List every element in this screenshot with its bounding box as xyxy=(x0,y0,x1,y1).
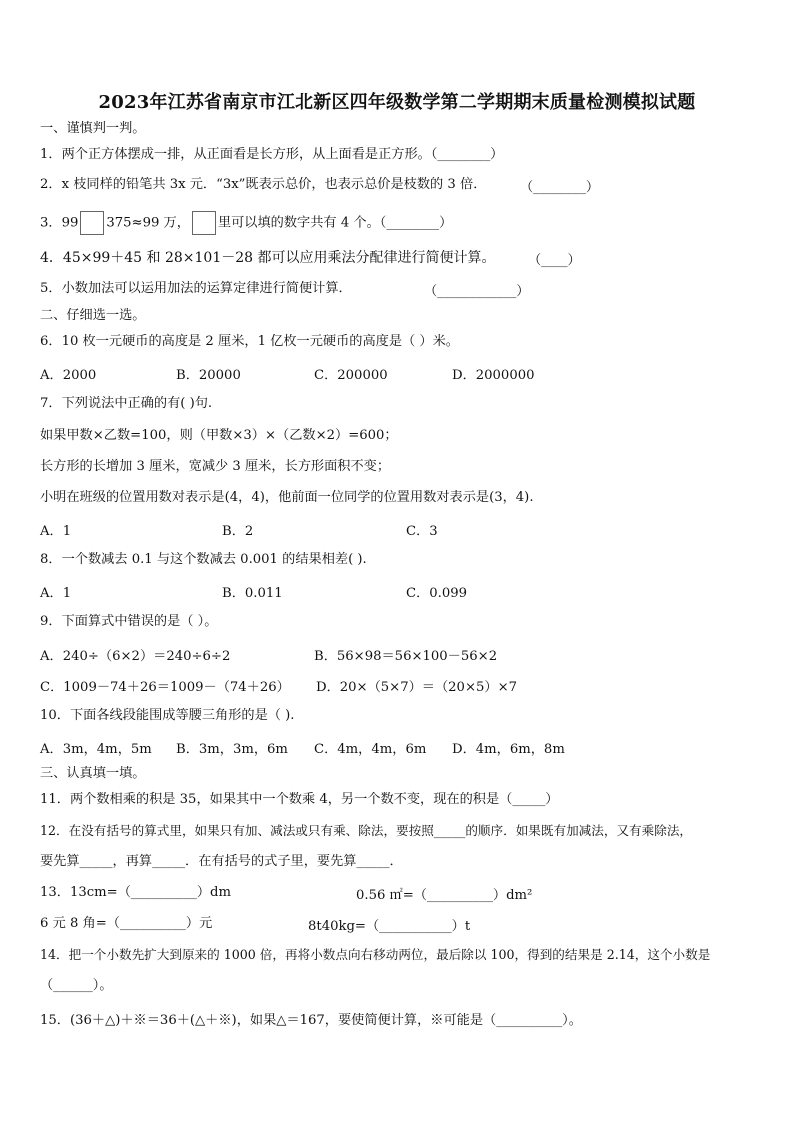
question-12-line-1: 12．在没有括号的算式里，如果只有加、减法或只有乘、除法，要按照_____的顺序．如果既有加减法，又有乘除法， xyxy=(40,823,693,838)
question-3-part-c: 里可以填的数字共有 4 个。（________） xyxy=(217,215,453,231)
option-b: B．3m，3m，6m xyxy=(176,742,288,757)
option-c: C．0.099 xyxy=(406,586,468,601)
option-b: B．20000 xyxy=(176,368,241,383)
question-4: 4．45×99＋45 和 28×101－28 都可以应用乘法分配律进行简便计算。 xyxy=(40,250,496,266)
question-3 xyxy=(40,211,452,235)
question-9: 9．下面算式中错误的是（ ）。 xyxy=(40,614,218,629)
question-5-answer: （____________） xyxy=(424,284,530,299)
question-2: 2．x 枝同样的铅笔共 3x 元．“3x”既表示总价，也表示总价是枝数的 3 倍． xyxy=(40,177,487,192)
option-d: D．2000000 xyxy=(452,368,535,383)
question-15-condition: △＝167 xyxy=(276,1013,325,1028)
option-d: D．20×（5×7）＝（20×5）×7 xyxy=(316,680,518,695)
question-11: 11．两个数相乘的积是 35，如果其中一个数乘 4，另一个数不变，现在的积是（_____） xyxy=(40,792,559,807)
option-d: D．4m，6m，8m xyxy=(452,742,565,757)
question-15-formula: (36＋△)＋※＝36＋(△＋※) xyxy=(69,1013,237,1028)
question-13-a: 13．13cm=（__________）dm xyxy=(40,885,231,900)
question-13-d: 8t40kg=（___________）t xyxy=(308,919,471,934)
question-3-part-a: 3．99 xyxy=(40,215,79,231)
question-14-line-2: （______）。 xyxy=(40,978,113,993)
blank-box xyxy=(80,211,104,235)
option-b: B．56×98＝56×100－56×2 xyxy=(314,649,498,664)
option-c: C．1009－74＋26＝1009－（74＋26） xyxy=(40,680,290,695)
statement-2: 长方形的长增加 3 厘米，宽减少 3 厘米，长方形面积不变； xyxy=(40,459,391,474)
question-4-answer: （____） xyxy=(528,253,581,268)
option-c: C．4m，4m，6m xyxy=(314,742,427,757)
option-a: A．3m，4m，5m xyxy=(40,742,152,757)
page-title: 2023年江苏省南京市江北新区四年级数学第二学期期末质量检测模拟试题 xyxy=(98,92,696,113)
section-heading-3: 三、认真填一填。 xyxy=(40,766,146,781)
option-a: A．2000 xyxy=(40,368,97,383)
question-13-c: 6 元 8 角=（__________）元 xyxy=(40,916,213,931)
option-b: B．0.011 xyxy=(222,586,283,601)
question-14-line-1: 14．把一个小数先扩大到原来的 1000 倍，再将小数点向右移动两位，最后除以 100，得到的结果是 2.14，这个小数是 xyxy=(40,947,711,962)
statement-1: 如果甲数×乙数=100，则（甲数×3）×（乙数×2）=600； xyxy=(40,428,398,443)
question-10: 10．下面各线段能围成等腰三角形的是（ ). xyxy=(40,708,295,723)
question-3-part-b: 375≈99 万， xyxy=(106,215,190,231)
question-6: 6．10 枚一元硬币的高度是 2 厘米，1 亿枚一元硬币的高度是（ ）米。 xyxy=(40,334,459,349)
question-1: 1．两个正方体摆成一排，从正面看是长方形，从上面看是正方形。（________） xyxy=(40,147,504,162)
option-c: C．3 xyxy=(406,524,438,539)
section-heading-2: 二、仔细选一选。 xyxy=(40,308,146,323)
question-2-answer: （________） xyxy=(520,180,600,195)
question-8: 8．一个数减去 0.1 与这个数减去 0.001 的结果相差( ). xyxy=(40,552,367,567)
blank-box xyxy=(192,211,216,235)
option-b: B．2 xyxy=(222,524,254,539)
section-heading-1: 一、谨慎判一判。 xyxy=(40,121,146,136)
question-15-text-1: ，如果 xyxy=(236,1013,277,1028)
question-5: 5．小数加法可以运用加法的运算定律进行简便计算． xyxy=(40,281,352,296)
option-a: A．1 xyxy=(40,524,72,539)
question-7: 7．下列说法中正确的有( )句. xyxy=(40,396,213,411)
option-c: C．200000 xyxy=(314,368,388,383)
option-a: A．240÷（6×2）＝240÷6÷2 xyxy=(40,649,231,664)
option-a: A．1 xyxy=(40,586,72,601)
question-15 xyxy=(40,1012,582,1030)
question-13-b: 0.56 ㎡=（__________）dm² xyxy=(356,888,533,903)
question-15-text-2: ，要使简便计算，※可能是（__________）。 xyxy=(324,1013,582,1028)
statement-3: 小明在班级的位置用数对表示是(4，4)，他前面一位同学的位置用数对表示是(3，4). xyxy=(40,490,534,505)
question-12-line-2: 要先算_____，再算_____．在有括号的式子里，要先算_____． xyxy=(40,854,403,869)
question-15-number: 15． xyxy=(40,1013,70,1028)
